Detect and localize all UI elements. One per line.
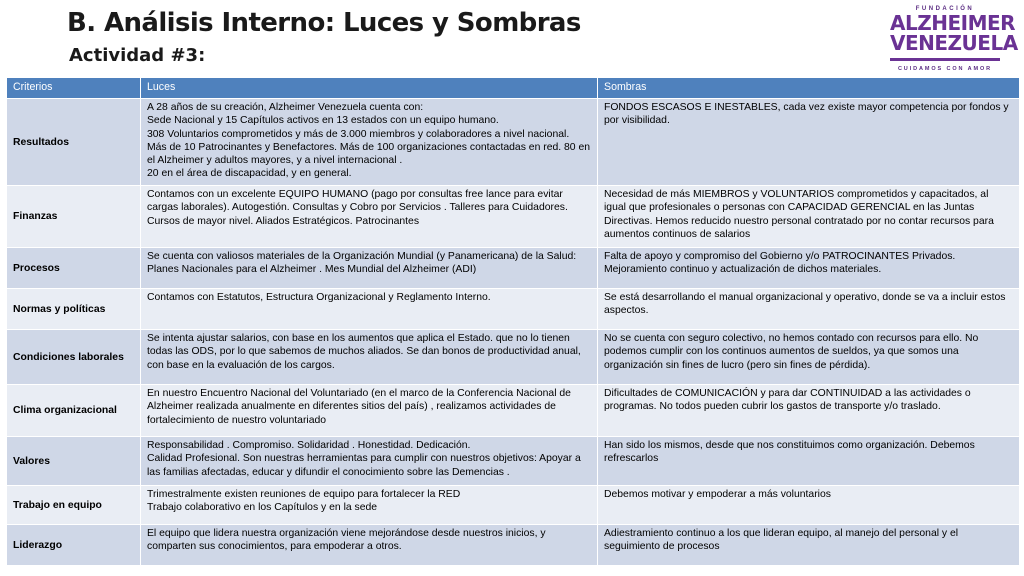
logo-top-text: FUNDACIÓN bbox=[915, 6, 975, 12]
luces-cell: Se cuenta con valiosos materiales de la Organización Mundial (y Panamericana) de la Salud: Planes Nacionales para el Alzheimer . Mes Mundial del Alzheimer (ADI) bbox=[141, 248, 598, 289]
logo-line-1: ALZHEIMER bbox=[890, 11, 1016, 35]
page-subtitle: Actividad #3: bbox=[69, 45, 206, 66]
table-row bbox=[7, 330, 1020, 385]
table-row bbox=[7, 99, 1020, 186]
table-row bbox=[7, 289, 1020, 330]
luces-cell: Contamos con Estatutos, Estructura Organizacional y Reglamento Interno. bbox=[141, 289, 598, 330]
header-luces: Luces bbox=[141, 78, 598, 99]
luces-cell: El equipo que lidera nuestra organización viene mejorándose desde nuestros inicios, y comparten sus conocimientos, para empoderar a otros. bbox=[141, 525, 598, 566]
table-header-row bbox=[7, 78, 1020, 99]
criterio-cell: Finanzas bbox=[7, 186, 141, 248]
table-row bbox=[7, 525, 1020, 566]
criterio-cell: Normas y políticas bbox=[7, 289, 141, 330]
sombras-cell: FONDOS ESCASOS E INESTABLES, cada vez existe mayor competencia por fondos y por visibilidad. bbox=[598, 99, 1020, 186]
criterio-cell: Condiciones laborales bbox=[7, 330, 141, 385]
sombras-cell: Debemos motivar y empoderar a más voluntarios bbox=[598, 486, 1020, 525]
table-row bbox=[7, 486, 1020, 525]
luces-cell: Trimestralmente existen reuniones de equipo para fortalecer la RED Trabajo colaborativo en los Capítulos y en la sede bbox=[141, 486, 598, 525]
sombras-cell: Han sido los mismos, desde que nos constituimos como organización. Debemos refrescarlos bbox=[598, 437, 1020, 486]
criterio-cell: Liderazgo bbox=[7, 525, 141, 566]
logo-divider bbox=[890, 58, 1000, 61]
luces-cell: Contamos con un excelente EQUIPO HUMANO (pago por consultas free lance para evitar cargas laborales). Autogestión. Consultas y Cobro por Servicios . Talleres para Cuidadores. Cursos de mayor nivel. Aliados Estratégicos. Patrocinantes bbox=[141, 186, 598, 248]
luces-cell: En nuestro Encuentro Nacional del Voluntariado (en el marco de la Conferencia Nacional de Alzheimer realizada anualmente en diferentes sitios del país) , realizamos actividades de fortalecimiento de nuestro voluntariado bbox=[141, 385, 598, 437]
alzheimer-venezuela-logo bbox=[886, 6, 1018, 76]
table-row bbox=[7, 248, 1020, 289]
header-criterios: Criterios bbox=[7, 78, 141, 99]
sombras-cell: Falta de apoyo y compromiso del Gobierno y/o PATROCINANTES Privados. Mejoramiento continuo y actualización de dichos materiales. bbox=[598, 248, 1020, 289]
table-row bbox=[7, 437, 1020, 486]
logo-line-2: VENEZUELA bbox=[890, 31, 1018, 55]
sombras-cell: Se está desarrollando el manual organizacional y operativo, donde se va a incluir estos aspectos. bbox=[598, 289, 1020, 330]
sombras-cell: Necesidad de más MIEMBROS y VOLUNTARIOS comprometidos y capacitados, al igual que profesionales o personas con CAPACIDAD GERENCIAL en las Juntas Directivas. Hemos reducido nuestro personal contratado por no contar recursos para aumentos continuos de salarios bbox=[598, 186, 1020, 248]
logo-tagline: CUIDAMOS CON AMOR bbox=[897, 66, 993, 72]
criterio-cell: Clima organizacional bbox=[7, 385, 141, 437]
luces-cell: Responsabilidad . Compromiso. Solidaridad . Honestidad. Dedicación. Calidad Profesional. Son nuestras herramientas para cumplir con nuestros objetivos: Apoyar a las familias afectadas, educar y difundir el conocimiento sobre las Demencias . bbox=[141, 437, 598, 486]
criterio-cell: Trabajo en equipo bbox=[7, 486, 141, 525]
analysis-table bbox=[6, 77, 1020, 566]
table-row bbox=[7, 186, 1020, 248]
sombras-cell: Adiestramiento continuo a los que lideran equipo, al manejo del personal y el seguimiento de procesos bbox=[598, 525, 1020, 566]
criterio-cell: Procesos bbox=[7, 248, 141, 289]
table-row bbox=[7, 385, 1020, 437]
luces-cell: A 28 años de su creación, Alzheimer Venezuela cuenta con: Sede Nacional y 15 Capítulos activos en 13 estados con un equipo humano. 308 Voluntarios comprometidos y más de 3.000 miembros y colaboradores a nivel nacional. Más de 10 Patrocinantes y Benefactores. Más de 100 organizaciones contactadas en red. 80 en el Alzheimer y adultos mayores, y a nivel internacional . 20 en el área de discapacidad, y en general. bbox=[141, 99, 598, 186]
criterio-cell: Valores bbox=[7, 437, 141, 486]
sombras-cell: Dificultades de COMUNICACIÓN y para dar CONTINUIDAD a las actividades o programas. No todos pueden cubrir los gastos de transporte y/o traslado. bbox=[598, 385, 1020, 437]
header-sombras: Sombras bbox=[598, 78, 1020, 99]
luces-cell: Se intenta ajustar salarios, con base en los aumentos que aplica el Estado. que no lo tienen todas las ODS, por lo que sabemos de muchos aliados. Se dan bonos de productividad anual, con base en la evaluación de los cargos. bbox=[141, 330, 598, 385]
page-title: B. Análisis Interno: Luces y Sombras bbox=[67, 8, 581, 38]
criterio-cell: Resultados bbox=[7, 99, 141, 186]
sombras-cell: No se cuenta con seguro colectivo, no hemos contado con recursos para ello. No podemos cumplir con los continuos aumentos de sueldos, ya que somos una organización sin fines de lucro (pero sin fines de pérdida). bbox=[598, 330, 1020, 385]
